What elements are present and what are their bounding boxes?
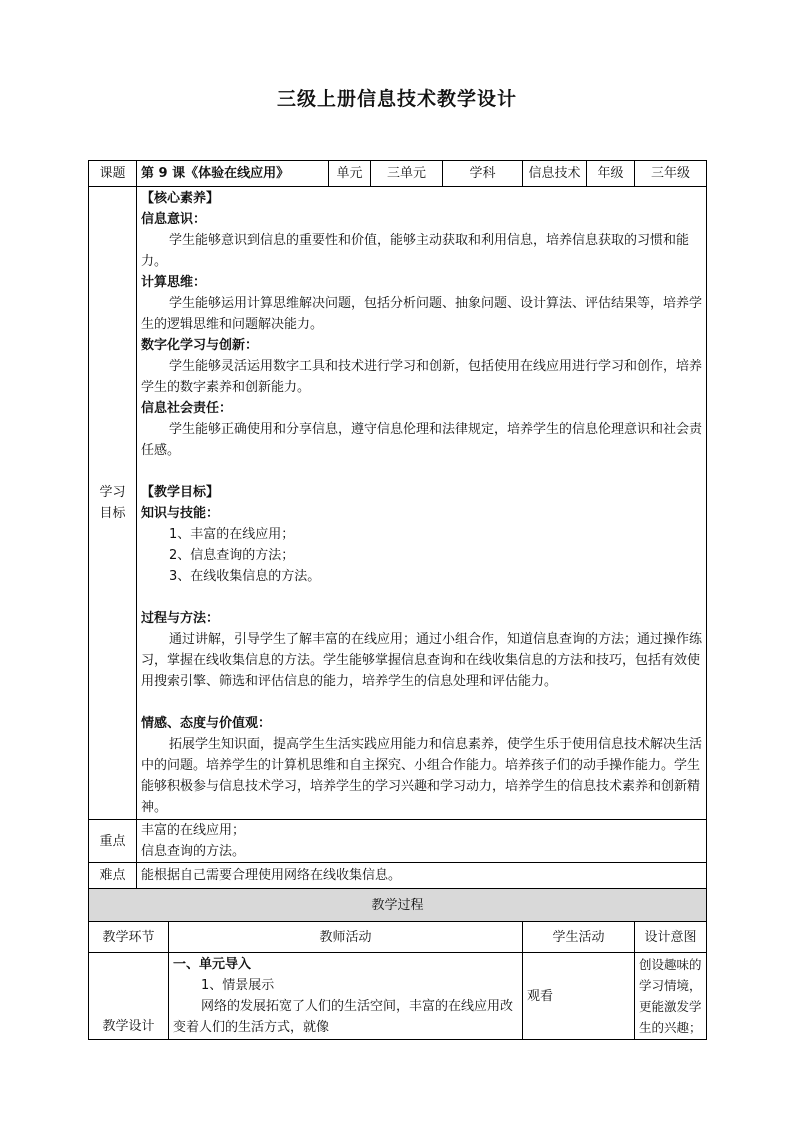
teacher-activity	[169, 953, 523, 1040]
col-stage: 教学环节	[89, 922, 169, 953]
key-point-line: 信息查询的方法。	[141, 844, 246, 859]
core-text: 学生能够意识到信息的重要性和价值，能够主动获取和利用信息，培养信息获取的习惯和能力。	[141, 233, 690, 269]
core-heading: 计算思维：	[141, 275, 207, 290]
lesson-plan-table	[88, 160, 707, 1040]
process-header-row	[89, 922, 707, 953]
knowledge-heading: 知识与技能：	[141, 506, 220, 521]
key-points-content	[137, 820, 707, 863]
grade-label: 年级	[587, 161, 635, 187]
lesson-label: 课题	[89, 161, 137, 187]
lesson-value: 第 9 课《体验在线应用》	[137, 161, 329, 187]
emotion-text: 拓展学生知识面，提高学生生活实践应用能力和信息素养，使学生乐于使用信息技术解决生活中的问题。培养学生的计算机思维和自主探究、小组合作能力。培养孩子们的动手操作能力。学生能够积极参与信息技术学习，培养学生的学习兴趣和学习动力，培养学生的信息技术素养和创新精神。	[141, 737, 703, 815]
design-intent: 创设趣味的学习情境，更能激发学生的兴趣；	[635, 953, 707, 1040]
knowledge-item: 1、丰富的在线应用；	[169, 527, 295, 542]
unit-value: 三单元	[371, 161, 443, 187]
core-heading: 信息社会责任：	[141, 401, 233, 416]
student-activity: 观看	[523, 953, 635, 1040]
col-intent: 设计意图	[635, 922, 707, 953]
emotion-heading: 情感、态度与价值观：	[141, 716, 272, 731]
process-row	[89, 953, 707, 1040]
difficulty-row	[89, 863, 707, 889]
objectives-label: 学习 目标	[89, 187, 137, 820]
core-heading: 信息意识：	[141, 212, 207, 227]
knowledge-item: 2、信息查询的方法；	[169, 548, 295, 563]
sub-heading: 1、情景展示	[201, 978, 275, 993]
teaching-objectives-title: 【教学目标】	[141, 485, 220, 500]
core-literacy-title: 【核心素养】	[141, 191, 220, 206]
stage-cell: 教学设计	[89, 953, 169, 1040]
header-row	[89, 161, 707, 187]
col-student: 学生活动	[523, 922, 635, 953]
core-text: 学生能够灵活运用数字工具和技术进行学习和创新，包括使用在线应用进行学习和创作，培养学生的数字素养和创新能力。	[141, 359, 703, 395]
process-method-text: 通过讲解，引导学生了解丰富的在线应用；通过小组合作，知道信息查询的方法；通过操作练习，掌握在线收集信息的方法。学生能够掌握信息查询和在线收集信息的方法和技巧，包括有效使用搜索引擎、筛选和评估信息的能力，培养学生的信息处理和评估能力。	[141, 632, 703, 689]
process-method-heading: 过程与方法：	[141, 611, 220, 626]
core-heading: 数字化学习与创新：	[141, 338, 259, 353]
teacher-text: 网络的发展拓宽了人们的生活空间，丰富的在线应用改变着人们的生活方式，就像	[173, 999, 514, 1035]
knowledge-item: 3、在线收集信息的方法。	[169, 569, 321, 584]
difficulty-text: 能根据自己需要合理使用网络在线收集信息。	[137, 863, 707, 889]
col-teacher: 教师活动	[169, 922, 523, 953]
unit-label: 单元	[329, 161, 371, 187]
key-points-label: 重点	[89, 820, 137, 863]
core-text: 学生能够运用计算思维解决问题，包括分析问题、抽象问题、设计算法、评估结果等，培养学生的逻辑思维和问题解决能力。	[141, 296, 703, 332]
grade-value: 三年级	[635, 161, 707, 187]
process-title: 教学过程	[89, 889, 707, 922]
objectives-row	[89, 187, 707, 820]
core-text: 学生能够正确使用和分享信息，遵守信息伦理和法律规定，培养学生的信息伦理意识和社会责任感。	[141, 422, 703, 458]
section-heading: 一、单元导入	[173, 957, 252, 972]
key-points-row	[89, 820, 707, 863]
document-title: 三级上册信息技术教学设计	[276, 88, 517, 110]
process-title-row	[89, 889, 707, 922]
key-point-line: 丰富的在线应用；	[141, 823, 246, 838]
objectives-content	[137, 187, 707, 820]
difficulty-label: 难点	[89, 863, 137, 889]
subject-label: 学科	[443, 161, 523, 187]
subject-value: 信息技术	[523, 161, 587, 187]
